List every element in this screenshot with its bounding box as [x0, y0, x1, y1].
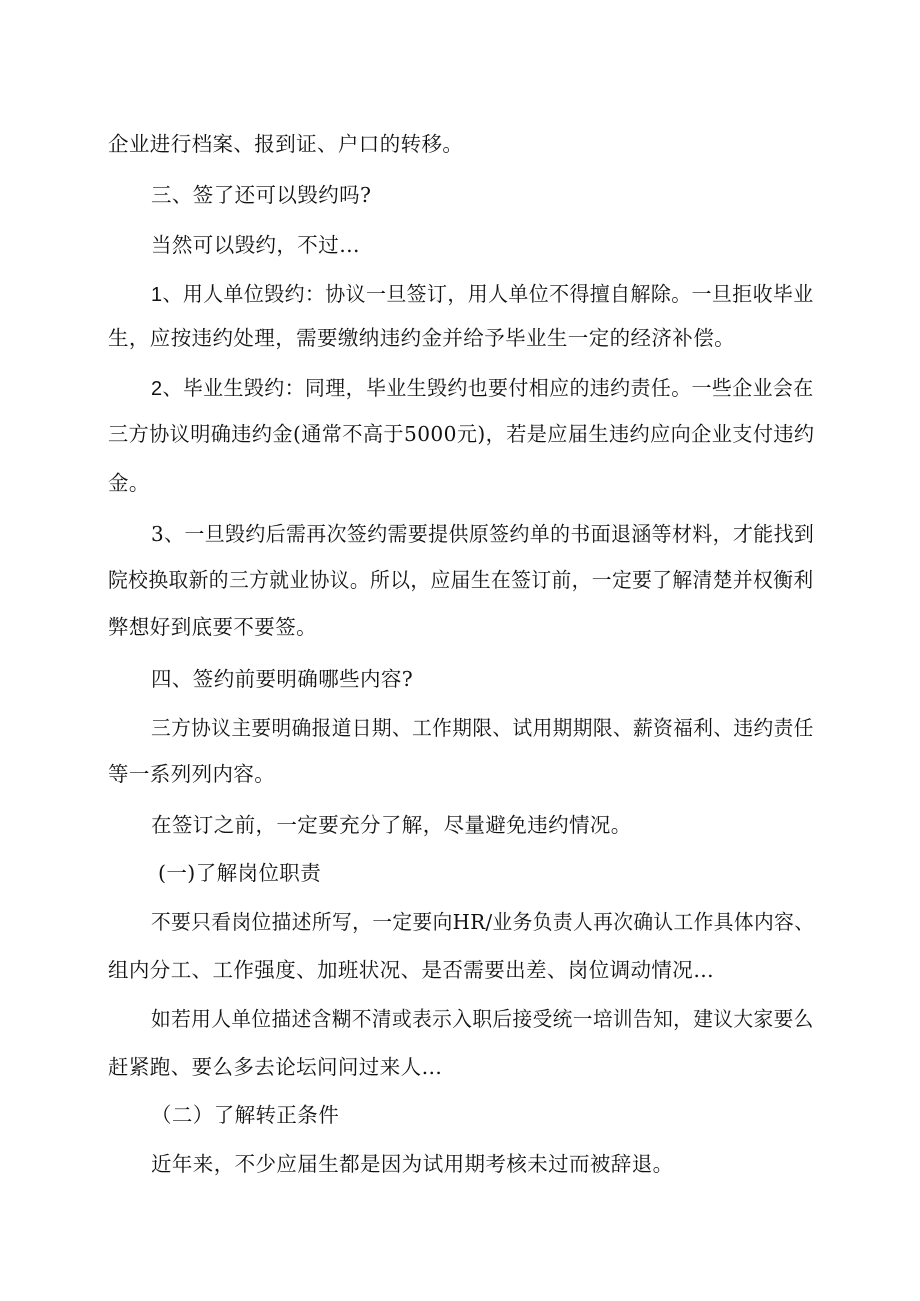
paragraph-line: 赶紧跑、要么多去论坛问问过来人… — [108, 1055, 443, 1079]
section-heading: 四、签约前要明确哪些内容? — [151, 667, 414, 691]
paragraph-line: 三方协议明确违约金(通常不高于5000元)，若是应届生违约应向企业支付违约 — [108, 422, 815, 446]
paragraph-line: 弊想好到底要不要签。 — [108, 615, 317, 639]
subsection-heading: （二）了解转正条件 — [151, 1103, 340, 1127]
list-item-line: 2、毕业生毁约：同理，毕业生毁约也要付相应的违约责任。一些企业会在 — [151, 377, 814, 400]
list-item-line: 1、用人单位毁约：协议一旦签订，用人单位不得擅自解除。一旦拒收毕业 — [151, 283, 814, 306]
paragraph-line: 如若用人单位描述含糊不清或表示入职后接受统一培训告知，建议大家要么 — [151, 1007, 814, 1031]
paragraph-line: 组内分工、工作强度、加班状况、是否需要出差、岗位调动情况… — [108, 958, 715, 982]
paragraph-line: 在签订之前，一定要充分了解，尽量避免违约情况。 — [151, 813, 632, 837]
subsection-heading: (一)了解岗位职责 — [158, 861, 322, 885]
paragraph-line: 当然可以毁约，不过… — [151, 233, 360, 257]
paragraph-line: 等一系列列内容。 — [108, 762, 276, 786]
section-heading: 三、签了还可以毁约吗? — [151, 183, 372, 207]
paragraph-line: 院校换取新的三方就业协议。所以，应届生在签订前，一定要了解清楚并权衡利 — [108, 568, 814, 592]
paragraph-line: 不要只看岗位描述所写，一定要向HR/业务负责人再次确认工作具体内容、 — [151, 910, 815, 934]
paragraph-line: 近年来，不少应届生都是因为试用期考核未过而被辞退。 — [151, 1152, 674, 1176]
list-item-line: 3、一旦毁约后需再次签约需要提供原签约单的书面退涵等材料，才能找到 — [151, 522, 815, 546]
paragraph-line: 三方协议主要明确报道日期、工作期限、试用期期限、薪资福利、违约责任 — [151, 716, 814, 740]
paragraph-line: 企业进行档案、报到证、户口的转移。 — [108, 132, 464, 156]
paragraph-line: 生，应按违约处理，需要缴纳违约金并给予毕业生一定的经济补偿。 — [108, 326, 735, 350]
paragraph-line: 金。 — [108, 471, 150, 495]
